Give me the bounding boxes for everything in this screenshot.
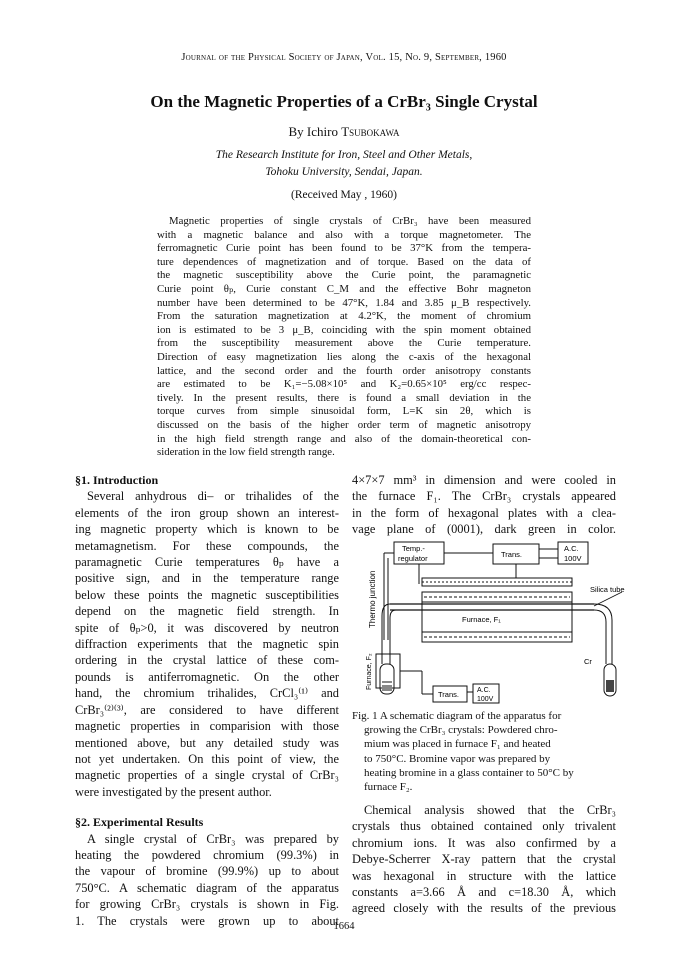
right-column-top [352,472,616,538]
section-2-line: 750°C. A schematic diagram of the apparatus [75,880,339,895]
abstract-line: with a magnetic balance and also with a torque magnetometer. The [157,228,531,241]
section-1-line: were investigated by the present author. [75,784,272,799]
section-1-line: diffraction experiments that the magnetic spin [75,637,339,652]
right-column-line: the furnace F₁. The CrBr₃ crystals appeared [352,489,616,504]
section-2-line: for growing CrBr₃ crystals is shown in Fig. [75,897,339,912]
section-1-line: not yet undertaken. On this point of view, the [75,751,339,766]
author-line [0,124,688,140]
affiliation-line-1: The Research Institute for Iron, Steel and Other Metals, [215,149,473,161]
cr-label: Cr [584,657,592,666]
section-2-body [75,831,339,929]
right-column-line: 4×7×7 mm³ in dimension and were cooled in [352,473,616,487]
section-1-heading: §1. Introduction [75,473,159,487]
furnace-f1-label: Furnace, F₁ [462,615,501,624]
section-1-line: positive sign, and in the temperature range [75,571,339,586]
caption-line: mium was placed in furnace F₁ and heated [364,738,551,751]
section-1-line: mentioned above, but any detailed study was [75,735,339,750]
abstract [157,215,531,460]
right-column-line: Chemical analysis showed that the CrBr₃ [364,803,616,817]
ac-top-label-2: 100V [564,554,582,563]
section-2-line: heating the powdered chromium (99.3%) in [75,847,339,862]
section-1-line: hand, the chromium trihalides, CrCl₃⁽¹⁾ and [75,686,339,701]
caption-line: heating bromine in a glass container to 50°C by [364,766,574,779]
right-column-line: chromium ions. It was also confirmed by a [352,835,616,850]
abstract-line: lattice, and the second order and the fourth order anisotropy constants [157,364,531,377]
temp-regulator-label-1: Temp.- [402,544,425,553]
abstract-line: the magnetic susceptibility above the Curie point, the paramagnetic [157,269,531,282]
right-column-line: in the form of hexagonal plates with a clea- [352,505,616,520]
upper-heater [422,578,572,586]
page-number: 1664 [333,921,355,932]
abstract-line: in the high field strength range and also of the domain-theoretical con- [157,432,531,445]
journal-header: Journal of the Physical Society of Japan, Vol. 15, No. 9, September, 1960 [181,52,507,63]
ac-top-label-1: A.C. [564,544,579,553]
section-1-line: pounds is antiferromagnetic. On the other [75,669,339,684]
section-1-line: depend on the magnetic field strength. In [75,604,339,619]
abstract-line: from the susceptibility measurement above the Curie temperature. [157,337,531,350]
right-column-line: vage plane of (0001), dark green in color. [352,522,616,537]
caption-line: furnace F₂. [364,781,413,794]
silica-tube [390,604,594,610]
abstract-line: Magnetic properties of single crystals of CrBr₃ have been measured [169,215,531,227]
apparatus-figure [362,536,632,704]
right-column-line: crystals thus obtained contained only trivalent [352,819,616,834]
section-1-line: elements of the iron group shown an interest- [75,505,339,520]
abstract-line: discussed on the basis of the higher order term of magnetic anisotropy [157,418,531,431]
temp-regulator-label-2: regulator [398,554,428,563]
affiliation-line-2: Tohoku University, Sendai, Japan. [265,166,423,178]
section-1-line: paramagnetic Curie temperatures θₚ have a [75,555,339,570]
section-2-line: A single crystal of CrBr₃ was prepared by [87,831,339,846]
abstract-line: From the saturation magnetization at 4.2°K, the moment of chromium [157,310,531,323]
abstract-line: ferromagnetic Curie point has been found to be 37°K from the tempera- [157,242,531,255]
abstract-line: ture dependences of magnetization and of torque. Based on the data of [157,255,531,268]
furnace-f2-label: Furnace, F₂ [366,653,373,690]
ac-bottom-label-1: A.C. [477,687,491,694]
author-surname: Tsubokawa [341,124,400,139]
abstract-line: Direction of easy magnetization lies along the c-axis of the hexagonal [157,350,531,363]
left-column [75,472,339,929]
section-1-line: below these points the magnetic susceptibilities [75,587,339,602]
right-column-line: Debye-Scherrer X-ray pattern that the crystal [352,852,616,867]
section-1-line: magnetic properties in comparision with those [75,719,339,734]
silica-tube-label: Silica tube [590,585,625,594]
section-1-line: magnetic properties of a single crystal of CrBr₃ [75,768,339,783]
section-2-line: 1. The crystals were grown up to about [75,913,339,928]
section-2-line: the vapour of bromine (99.9%) up to about [75,864,339,879]
right-column-line: constants a=3.66 Å and c=18.30 Å, which [352,885,616,900]
section-1-line: metamagnetism. For these compounds, the [75,538,339,553]
figure-caption [352,709,632,794]
transformer-bottom-label: Trans. [438,690,459,699]
caption-line: growing the CrBr₃ crystals: Powdered chro- [364,724,558,737]
thermo-junction-label: Thermo junction [368,570,377,628]
author-prefix: By Ichiro [288,124,338,139]
transformer-top-label: Trans. [501,550,522,559]
right-column-line: agreed closely with the results of the previous [352,901,616,916]
section-1-body [75,488,339,800]
caption-line: Fig. 1 A schematic diagram of the apparatus for [352,710,562,722]
abstract-line: sideration in the low field strength range. [157,446,335,459]
abstract-line: ion is estimated to be 3 μ_B, coinciding with the spin moment obtained [157,323,531,336]
section-1-line: ing magnetic property which is known to be [75,522,339,537]
section-1-line: spite of θₚ>0, it was discovered by neutron [75,620,339,635]
caption-line: to 750°C. Bromine vapor was prepared by [364,752,551,765]
right-column-bottom [352,802,616,917]
abstract-line: number have been determined to be 47°K, 1.84 and 3.85 μ_B respectively. [157,296,531,309]
right-column-line: was hexagonal in structure with the lattice [352,868,616,883]
section-1-line: CrBr₃⁽²⁾⁽³⁾, are considered to have different [75,702,339,717]
received-date: (Received May , 1960) [290,189,398,201]
section-1-line: Several anhydrous di– or trihalides of the [87,489,339,504]
section-1-line: ordering in the crystal lattice of these com- [75,653,339,668]
abstract-line: tively. In the present results, there is found a small deviation in the [157,391,531,404]
section-2-heading: §2. Experimental Results [75,815,204,830]
ac-bottom-label-2: 100V [477,696,494,703]
abstract-line: are estimated to be K₁=−5.08×10⁵ and K₂=0.65×10⁵ erg/cc respec- [157,378,531,391]
abstract-line: torque curves from simple sinusoidal form, L=K sin 2θ, which is [157,405,531,418]
paper-title: On the Magnetic Properties of a CrBr₃ Single Crystal [150,92,538,111]
abstract-line: Curie point θₚ, Curie constant C_M and the effective Bohr magneton [157,282,531,295]
